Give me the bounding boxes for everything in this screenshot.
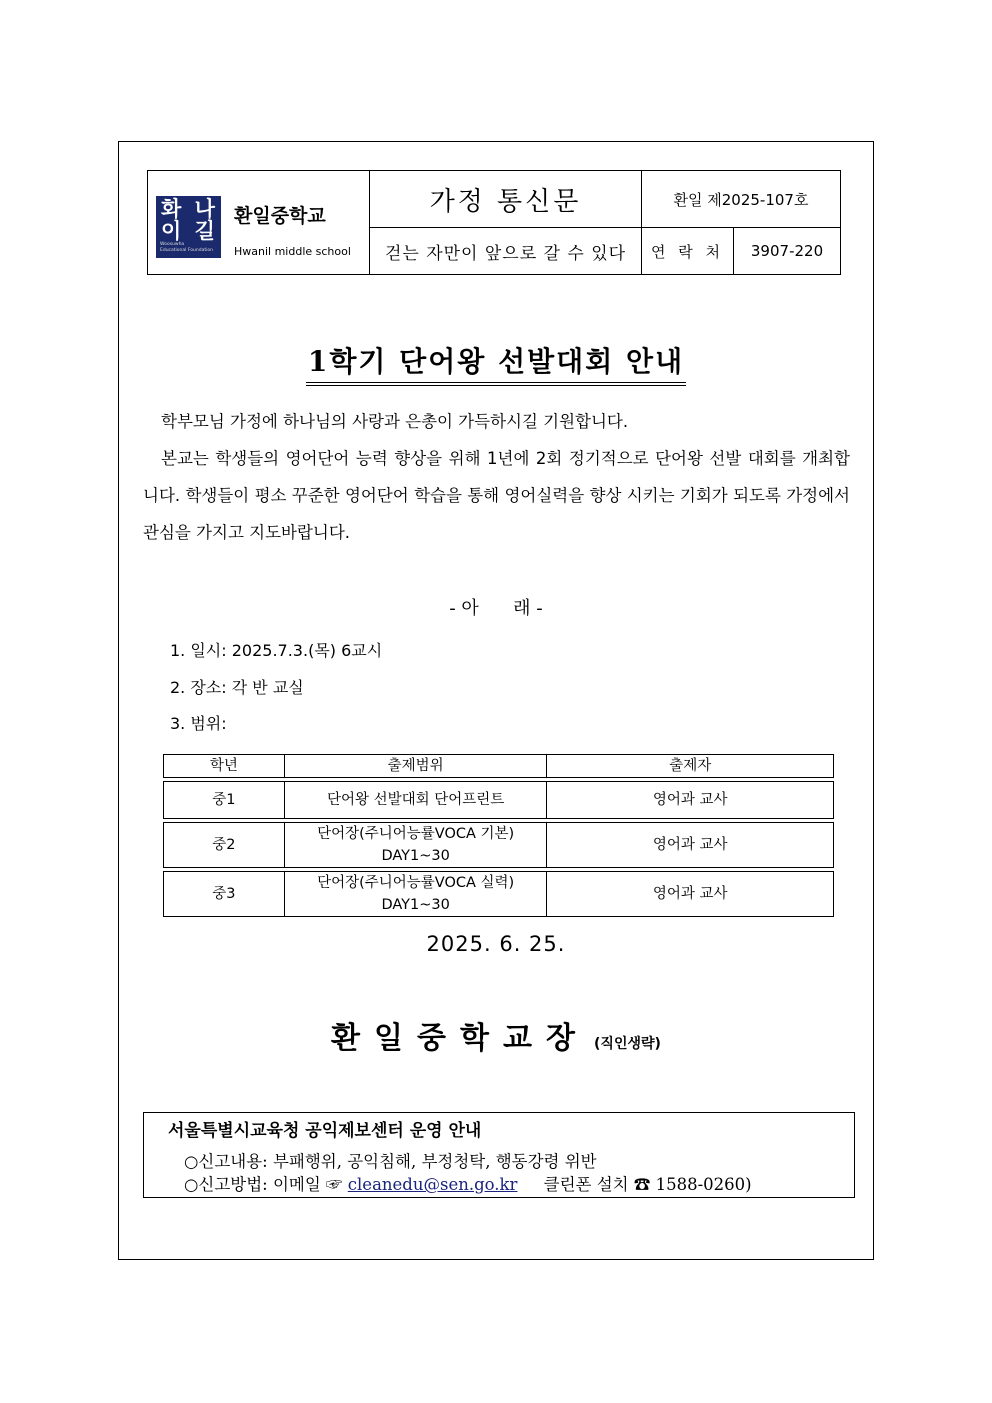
notice-line-method	[184, 1171, 752, 1195]
notice-line-content: ○신고내용: 부패행위, 공익침해, 부정청탁, 행동강령 위반	[184, 1152, 597, 1171]
method-suffix: 클린폰 설치 ☎ 1588-0260)	[543, 1175, 752, 1194]
page-border	[118, 141, 874, 1260]
ahrae-heading: - 아 래 -	[449, 598, 543, 619]
item-place: 2. 장소: 각 반 교실	[170, 678, 304, 697]
logo-cell	[148, 171, 370, 274]
logo-tagline: Woosuwha Educational Foundation	[160, 242, 213, 253]
document-title-wrap	[0, 340, 992, 386]
principal-name: 환일중학교장	[331, 1021, 589, 1056]
body-paragraph: 본교는 학생들의 영어단어 능력 향상을 위해 1년에 2회 정기적으로 단어왕 선발 대회를 개최합니다. 학생들이 평소 꾸준한 영어단어 학습을 통해 영어실력을 향상 시키는 기회가 되도록 가정에서 관심을 가지고 지도바랍니다.	[143, 449, 850, 542]
letterhead	[147, 170, 841, 275]
issue-date: 2025. 6. 25.	[426, 932, 566, 956]
range-line1: 단어장(주니어능률VOCA 실력)	[317, 875, 515, 891]
table-row	[164, 782, 834, 819]
range-table	[163, 754, 834, 917]
email-link[interactable]: cleanedu@sen.go.kr	[347, 1175, 518, 1194]
doc-number: 환일 제2025-107호	[642, 171, 840, 228]
contact-label: 연 락 처	[642, 228, 734, 274]
logo-glyphs: 화 나 이 길	[161, 197, 218, 243]
cell-setter: 영어과 교사	[547, 823, 834, 868]
cell-grade: 중1	[164, 782, 285, 819]
method-prefix: ○신고방법: 이메일 ☞	[184, 1175, 343, 1194]
cell-range	[284, 823, 547, 868]
whistleblower-notice	[143, 1112, 855, 1198]
range-line1: 단어장(주니어능률VOCA 기본)	[317, 826, 515, 842]
doc-type: 가정 통신문	[370, 171, 642, 228]
school-motto: 걷는 자만이 앞으로 갈 수 있다	[370, 228, 642, 274]
cell-setter: 영어과 교사	[547, 782, 834, 819]
item-date: 1. 일시: 2025.7.3.(목) 6교시	[170, 641, 383, 660]
cell-range	[284, 782, 547, 819]
notice-title: 서울특별시교육청 공익제보센터 운영 안내	[168, 1121, 482, 1141]
table-header-row	[164, 755, 834, 778]
table-row	[164, 872, 834, 917]
cell-setter: 영어과 교사	[547, 872, 834, 917]
range-line2: DAY1~30	[381, 848, 450, 864]
range-line1: 단어왕 선발대회 단어프린트	[326, 792, 505, 808]
school-name-en: Hwanil middle school	[234, 245, 351, 258]
range-line2: DAY1~30	[381, 897, 450, 913]
seal-note: (직인생략)	[594, 1036, 661, 1052]
document-title: 1학기 단어왕 선발대회 안내	[306, 340, 686, 386]
cell-grade: 중2	[164, 823, 285, 868]
school-logo	[156, 196, 221, 258]
cell-grade: 중3	[164, 872, 285, 917]
table-row	[164, 823, 834, 868]
header-setter: 출제자	[547, 755, 834, 778]
greeting-paragraph: 학부모님 가정에 하나님의 사랑과 은총이 가득하시길 기원합니다.	[161, 412, 629, 431]
header-grade: 학년	[164, 755, 285, 778]
item-range: 3. 범위:	[170, 714, 227, 733]
contact-value: 3907-220	[750, 242, 824, 260]
principal-signature	[0, 1013, 992, 1057]
school-name-kr: 환일중학교	[234, 205, 326, 227]
header-range: 출제범위	[284, 755, 547, 778]
cell-range	[284, 872, 547, 917]
